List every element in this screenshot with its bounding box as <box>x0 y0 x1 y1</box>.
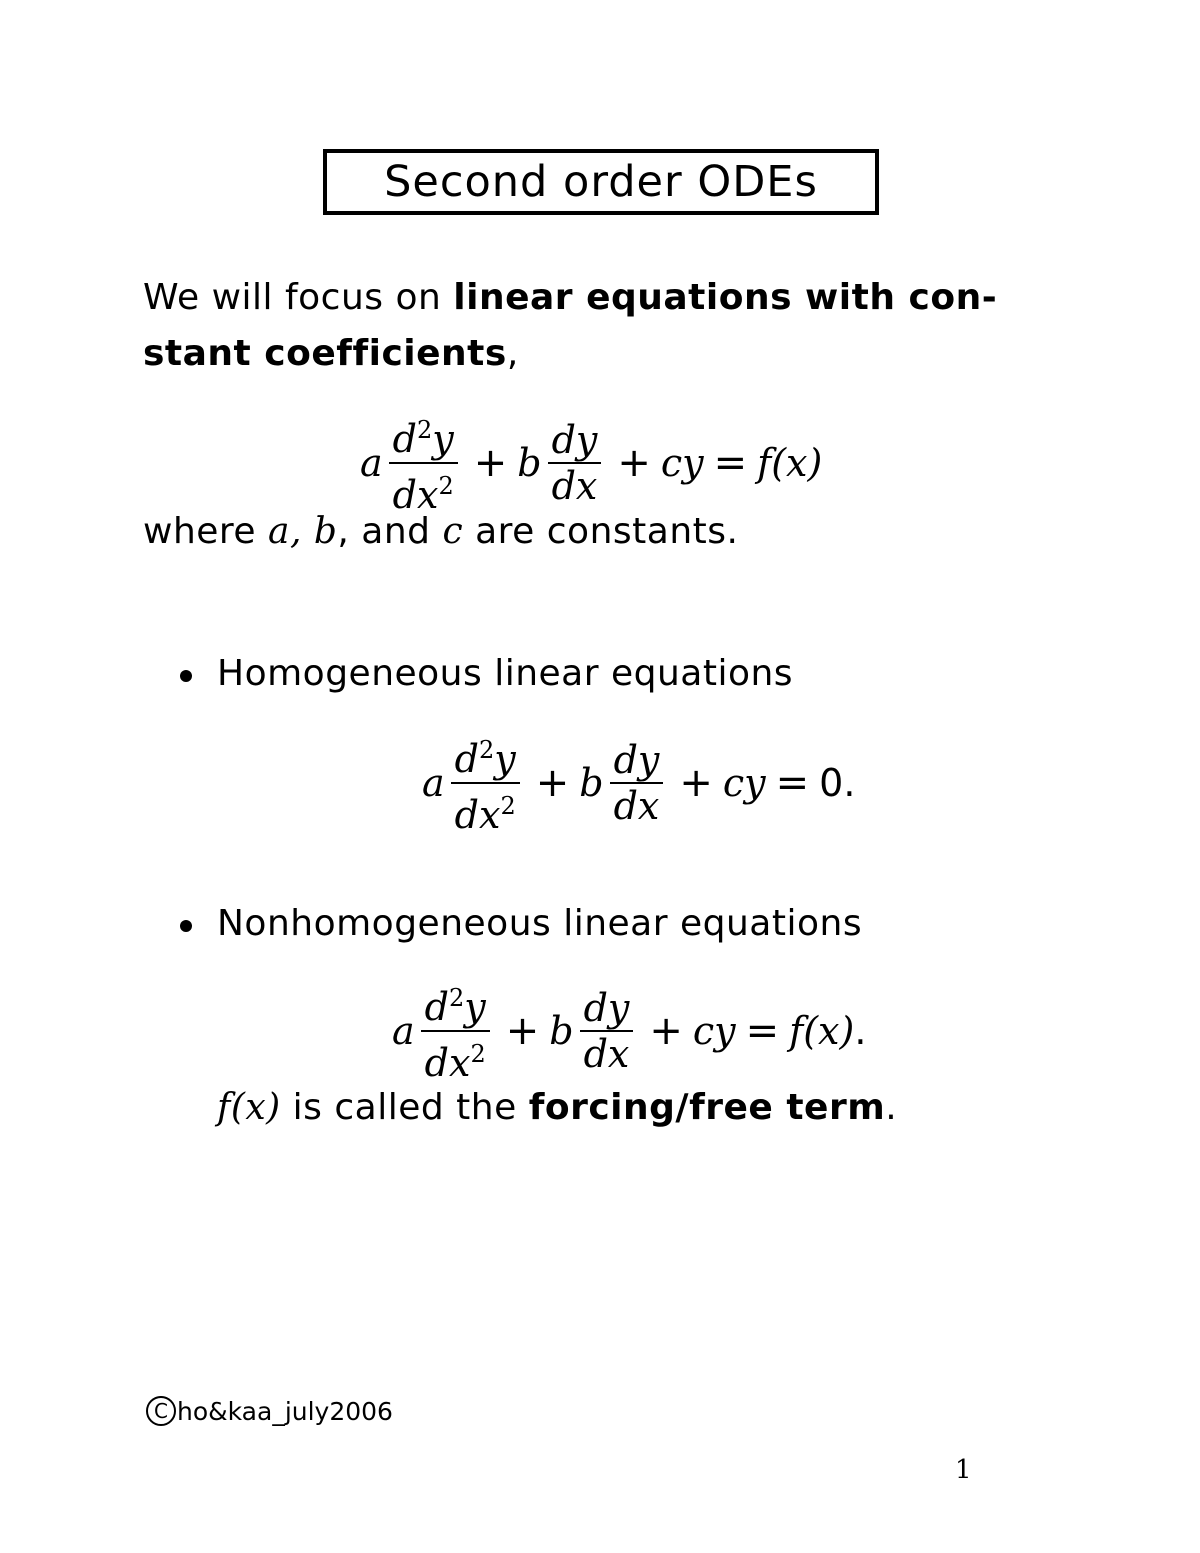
n-d2y-den: dx <box>424 1041 471 1085</box>
n-dy-den: dx <box>583 1032 630 1076</box>
general-equation <box>360 410 822 516</box>
first-derivative-fraction <box>548 420 602 506</box>
eq-coef-b: b <box>517 441 542 485</box>
dy-num: dy <box>551 418 598 462</box>
n-d2y-sup: 2 <box>448 984 465 1012</box>
second-derivative-fraction <box>389 410 458 516</box>
n-first-derivative-fraction <box>580 988 634 1074</box>
h-end: . <box>843 761 856 805</box>
n-d2y-den-sup: 2 <box>470 1040 486 1068</box>
forcing-text: is called the <box>280 1087 529 1128</box>
h-d2y-den-sup: 2 <box>500 792 516 820</box>
slide-title <box>323 149 879 215</box>
n-rhs: f(x) <box>789 1009 855 1053</box>
h-equals: = <box>775 760 810 806</box>
intro-bold-1: linear equations with con- <box>453 277 998 318</box>
n-coef-a: a <box>392 1009 415 1053</box>
forcing-note <box>217 1080 897 1136</box>
dy-den: dx <box>551 464 598 508</box>
where-vars-ab: a, b <box>268 511 338 552</box>
h-rhs: 0 <box>819 761 844 805</box>
d2y-y: y <box>432 417 454 461</box>
h-coef-a: a <box>422 761 445 805</box>
h-second-derivative-fraction <box>451 730 520 836</box>
bullet-dot-2 <box>180 920 192 932</box>
n-dy-num: dy <box>583 986 630 1030</box>
h-d2y-d: d <box>454 737 479 781</box>
d2y-den-sup: 2 <box>438 472 454 500</box>
copyright-icon: C <box>146 1396 176 1426</box>
n-coef-b: b <box>549 1009 574 1053</box>
intro-lead: We will focus on <box>143 277 454 318</box>
eq-plus-2: + <box>617 440 651 486</box>
where-var-c: c <box>442 511 464 552</box>
bullet-label-nonhomogeneous: Nonhomogeneous linear equations <box>217 903 863 944</box>
n-d2y-y: y <box>464 985 486 1029</box>
n-d2y-d: d <box>424 985 449 1029</box>
d2y-den: dx <box>392 473 439 517</box>
h-term-cy: cy <box>722 761 766 805</box>
forcing-fx: f(x) <box>217 1087 281 1128</box>
footer-copyright-text: ho&kaa_july2006 <box>177 1396 393 1426</box>
n-end: . <box>854 1009 867 1053</box>
bullet-dot-1 <box>180 670 192 682</box>
h-d2y-den: dx <box>454 793 501 837</box>
intro-trail: , <box>506 333 519 374</box>
eq-rhs: f(x) <box>757 441 823 485</box>
n-plus-1: + <box>505 1008 540 1054</box>
intro-bold-2: stant coefficients <box>143 333 507 374</box>
eq-plus-1: + <box>473 440 508 486</box>
h-dy-den: dx <box>613 784 660 828</box>
eq-term-cy: cy <box>660 441 704 485</box>
n-equals: = <box>745 1008 780 1054</box>
eq-coef-a: a <box>360 441 383 485</box>
n-second-derivative-fraction <box>421 978 490 1084</box>
h-d2y-sup: 2 <box>478 736 495 764</box>
bullet-label-homogeneous: Homogeneous linear equations <box>217 653 794 694</box>
where-text-1: where <box>143 511 269 552</box>
forcing-end: . <box>885 1087 898 1128</box>
h-coef-b: b <box>579 761 604 805</box>
footer-copyright <box>146 1396 393 1426</box>
h-plus-2: + <box>679 760 713 806</box>
n-term-cy: cy <box>692 1009 736 1053</box>
d2y-d: d <box>392 417 417 461</box>
intro-line-1 <box>143 270 997 326</box>
where-text-2: , and <box>337 511 443 552</box>
h-dy-num: dy <box>613 738 660 782</box>
eq-equals: = <box>713 440 748 486</box>
page-number: 1 <box>955 1455 972 1485</box>
slide-title-text: Second order ODEs <box>384 157 818 207</box>
h-plus-1: + <box>535 760 570 806</box>
nonhomogeneous-equation <box>392 978 866 1084</box>
where-text-3: are constants. <box>463 511 739 552</box>
n-plus-2: + <box>649 1008 683 1054</box>
intro-line-2 <box>143 326 519 382</box>
where-line <box>143 504 738 560</box>
h-d2y-y: y <box>494 737 516 781</box>
h-first-derivative-fraction <box>610 740 664 826</box>
homogeneous-equation <box>422 730 855 836</box>
d2y-sup: 2 <box>416 416 433 444</box>
forcing-bold: forcing/free term <box>528 1087 886 1128</box>
